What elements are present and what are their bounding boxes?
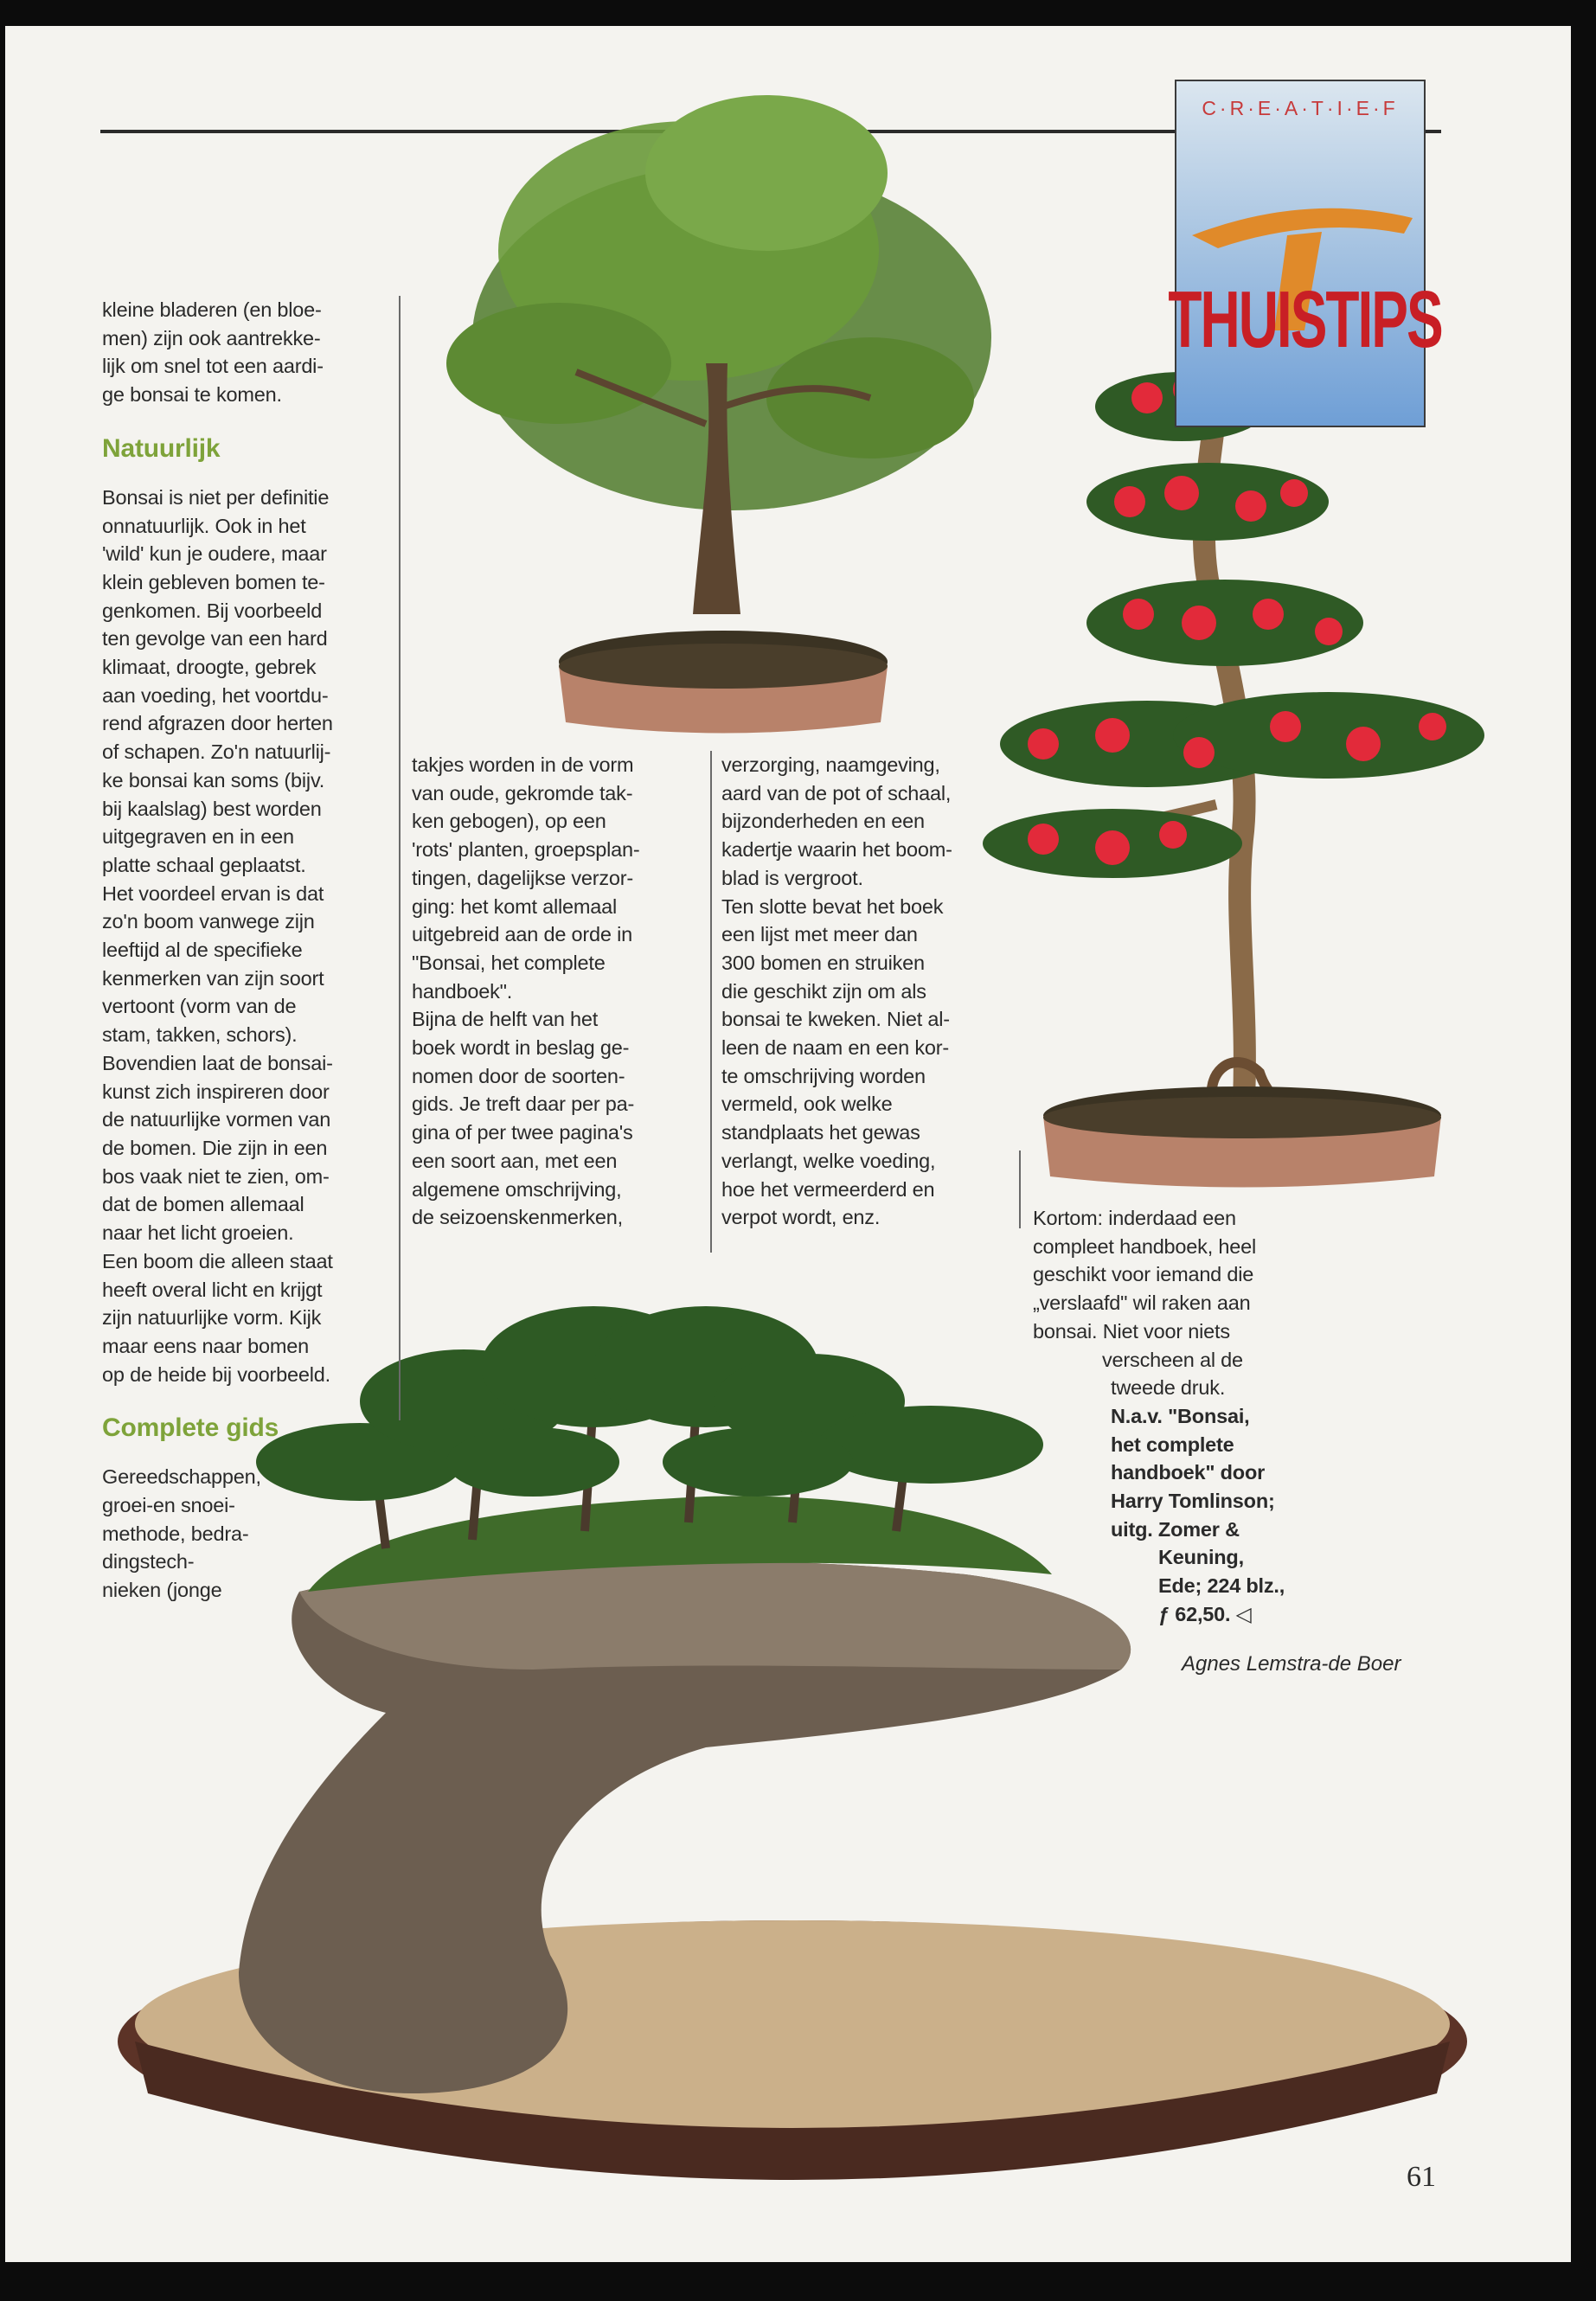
text-line: bonsai te kweken. Niet al- bbox=[721, 1008, 950, 1031]
text-line: dat de bomen allemaal bbox=[102, 1193, 304, 1216]
text-line: leeftijd al de specifieke bbox=[102, 939, 303, 962]
text-line: dingstech- bbox=[102, 1550, 195, 1574]
text-line: handboek" door bbox=[1111, 1461, 1266, 1484]
text-line: stam, takken, schors). bbox=[102, 1023, 298, 1047]
column-separator bbox=[1019, 1150, 1021, 1228]
text-line: kleine bladeren (en bloe- bbox=[102, 298, 322, 321]
text-line: Ten slotte bevat het boek bbox=[721, 894, 944, 918]
text-line: Kortom: inderdaad een bbox=[1033, 1207, 1236, 1229]
text-line: of schapen. Zo'n natuurlij- bbox=[102, 740, 331, 764]
column-1 bbox=[102, 296, 388, 1605]
text-line: ke bonsai kan soms (bijv. bbox=[102, 768, 325, 792]
column-2 bbox=[412, 751, 697, 1232]
col1-body2 bbox=[102, 1463, 388, 1605]
text-line: algemene omschrijving, bbox=[412, 1177, 622, 1201]
azalea-bonsai-photo bbox=[922, 355, 1510, 1176]
text-line: 'rots' planten, groepsplan- bbox=[412, 838, 640, 862]
col1-body bbox=[102, 484, 388, 1389]
book-credit bbox=[1033, 1402, 1327, 1629]
text-line: lijk om snel tot een aardi- bbox=[102, 355, 324, 378]
text-line: ging: het komt allemaal bbox=[412, 894, 618, 918]
text-line: verlangt, welke voeding, bbox=[721, 1149, 936, 1172]
text-line: verzorging, naamgeving, bbox=[721, 753, 940, 776]
text-line: handboek". bbox=[412, 979, 513, 1003]
text-line: te omschrijving worden bbox=[721, 1064, 926, 1087]
text-line: aard van de pot of schaal, bbox=[721, 781, 952, 804]
text-line: uitg. Zomer & bbox=[1111, 1517, 1240, 1541]
text-line: op de heide bij voorbeeld. bbox=[102, 1362, 330, 1386]
text-line: van oude, gekromde tak- bbox=[412, 781, 633, 804]
text-line: ge bonsai te komen. bbox=[102, 383, 282, 407]
text-line: Ede; 224 blz., bbox=[1158, 1574, 1285, 1598]
text-line: uitgegraven en in een bbox=[102, 825, 294, 849]
column-4 bbox=[1033, 1204, 1327, 1629]
text-line: geschikt voor iemand die bbox=[1033, 1263, 1254, 1286]
text-line: aan voeding, het voortdu- bbox=[102, 683, 329, 707]
text-line: klein gebleven bomen te- bbox=[102, 570, 325, 593]
text-line: kenmerken van zijn soort bbox=[102, 966, 324, 990]
text-line: vertoont (vorm van de bbox=[102, 995, 297, 1018]
text-line: nieken (jonge bbox=[102, 1579, 222, 1602]
text-line: ƒ 62,50. ◁ bbox=[1158, 1602, 1252, 1625]
text-line: bos vaak niet te zien, om- bbox=[102, 1164, 330, 1188]
column-separator bbox=[399, 296, 401, 1420]
text-line: genkomen. Bij voorbeeld bbox=[102, 599, 323, 622]
text-line: tingen, dagelijkse verzor- bbox=[412, 866, 634, 889]
text-line: naar het licht groeien. bbox=[102, 1221, 294, 1245]
text-line: Bovendien laat de bonsai- bbox=[102, 1051, 333, 1074]
text-line: vermeld, ook welke bbox=[721, 1093, 893, 1116]
text-line: „verslaafd" wil raken aan bbox=[1033, 1292, 1251, 1315]
text-line: standplaats het gewas bbox=[721, 1121, 920, 1144]
text-line: maar eens naar bomen bbox=[102, 1334, 309, 1357]
text-line: een lijst met meer dan bbox=[721, 923, 918, 946]
text-line: Bijna de helft van het bbox=[412, 1008, 599, 1031]
text-line: methode, bedra- bbox=[102, 1522, 249, 1545]
text-line: blad is vergroot. bbox=[721, 866, 863, 889]
text-line: Een boom die alleen staat bbox=[102, 1249, 333, 1272]
text-line: gina of per twee pagina's bbox=[412, 1121, 633, 1144]
text-line: compleet handboek, heel bbox=[1033, 1234, 1257, 1258]
text-line: uitgebreid aan de orde in bbox=[412, 923, 633, 946]
column-separator bbox=[710, 751, 712, 1253]
text-line: hoe het vermeerderd en bbox=[721, 1177, 935, 1201]
text-line: N.a.v. "Bonsai, bbox=[1111, 1404, 1250, 1427]
text-line: Gereedschappen, bbox=[102, 1465, 261, 1489]
text-line: ten gevolge van een hard bbox=[102, 627, 328, 651]
text-line: tweede druk. bbox=[1111, 1376, 1226, 1400]
text-line: leen de naam en een kor- bbox=[721, 1036, 950, 1060]
text-line: 'wild' kun je oudere, maar bbox=[102, 542, 327, 566]
text-line: bij kaalslag) best worden bbox=[102, 797, 322, 820]
creatief-thuistips-logo bbox=[1168, 80, 1442, 427]
text-line: 300 bomen en struiken bbox=[721, 951, 925, 974]
heading-complete-gids: Complete gids bbox=[102, 1413, 279, 1443]
heading-natuurlijk: Natuurlijk bbox=[102, 433, 221, 463]
text-line: nomen door de soorten- bbox=[412, 1064, 625, 1087]
text-line: boek wordt in beslag ge- bbox=[412, 1036, 630, 1060]
text-line: de seizoenskenmerken, bbox=[412, 1206, 623, 1229]
text-line: die geschikt zijn om als bbox=[721, 979, 926, 1003]
text-line: ken gebogen), op een bbox=[412, 810, 606, 833]
logo-thuistips-text: THUISTIPS bbox=[1168, 273, 1442, 365]
text-line: men) zijn ook aantrekke- bbox=[102, 326, 321, 349]
text-line: platte schaal geplaatst. bbox=[102, 853, 306, 876]
text-line: zo'n boom vanwege zijn bbox=[102, 910, 315, 933]
text-line: klimaat, droogte, gebrek bbox=[102, 656, 317, 679]
col1-intro bbox=[102, 296, 388, 409]
text-line: een soort aan, met een bbox=[412, 1149, 618, 1172]
text-line: de bomen. Die zijn in een bbox=[102, 1136, 328, 1159]
magazine-page bbox=[5, 26, 1571, 2262]
column-3 bbox=[721, 751, 1007, 1232]
page-number: 61 bbox=[1407, 2161, 1436, 2193]
text-line: Harry Tomlinson; bbox=[1111, 1490, 1275, 1513]
text-line: bijzonderheden en een bbox=[721, 810, 925, 833]
text-line: Het voordeel ervan is dat bbox=[102, 881, 324, 905]
text-line: zijn natuurlijke vorm. Kijk bbox=[102, 1306, 322, 1330]
text-line: verscheen al de bbox=[1102, 1348, 1243, 1371]
text-line: verpot wordt, enz. bbox=[721, 1206, 881, 1229]
text-line: onnatuurlijk. Ook in het bbox=[102, 514, 306, 537]
text-line: kunst zich inspireren door bbox=[102, 1080, 330, 1103]
text-line: Keuning, bbox=[1158, 1546, 1244, 1569]
text-line: groei-en snoei- bbox=[102, 1494, 235, 1517]
maple-bonsai-photo bbox=[403, 78, 1009, 761]
text-line: Bonsai is niet per definitie bbox=[102, 485, 330, 509]
logo-creatief-text: C·R·E·A·T·I·E·F bbox=[1202, 97, 1399, 119]
text-line: rend afgrazen door herten bbox=[102, 712, 333, 735]
text-line: de natuurlijke vormen van bbox=[102, 1108, 331, 1131]
text-line: gids. Je treft daar per pa- bbox=[412, 1093, 635, 1116]
text-line: heeft overal licht en krijgt bbox=[102, 1278, 323, 1301]
text-line: het complete bbox=[1111, 1433, 1234, 1456]
text-line: takjes worden in de vorm bbox=[412, 753, 634, 776]
text-line: bonsai. Niet voor niets bbox=[1033, 1319, 1230, 1343]
author-byline: Agnes Lemstra-de Boer bbox=[1182, 1652, 1401, 1676]
text-line: kadertje waarin het boom- bbox=[721, 838, 952, 862]
text-line: "Bonsai, het complete bbox=[412, 951, 606, 974]
